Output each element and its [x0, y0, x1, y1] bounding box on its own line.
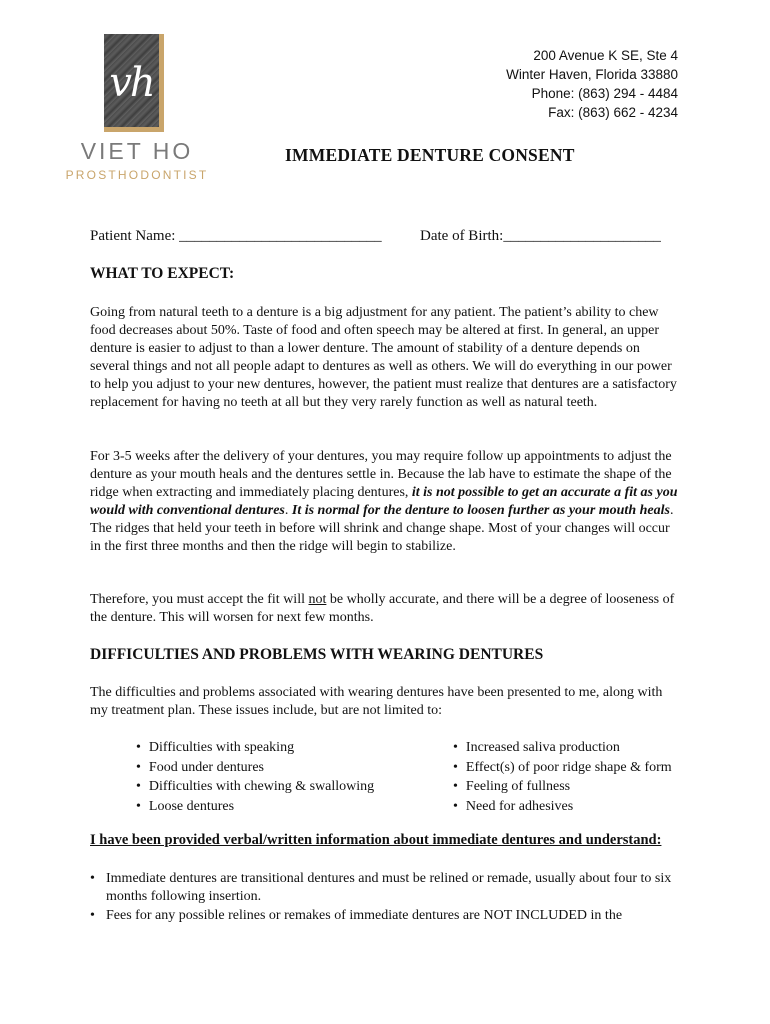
address-line-2: Winter Haven, Florida 33880 [506, 67, 678, 82]
list-item: • Food under dentures [136, 758, 374, 778]
list-item: • Immediate dentures are transitional dentures and must be relined or remade, usually about four to six months following insertion. [90, 870, 680, 906]
difficulties-list-right [453, 738, 672, 816]
p3-text-a: Therefore, you must accept the fit will [90, 592, 309, 607]
address-line-1: 200 Avenue K SE, Ste 4 [533, 48, 678, 63]
logo-monogram: vh [109, 60, 154, 106]
list-item: • Difficulties with speaking [136, 738, 374, 758]
p2-text-c: . The ridges that held your teeth in before will shrink and change shape. Most of your changes will occur in the first three months and then the ridge will begin to stabilize. [90, 503, 674, 554]
address-phone: Phone: (863) 294 - 4484 [531, 86, 678, 101]
document-title: IMMEDIATE DENTURE CONSENT [285, 145, 575, 165]
expect-paragraph-2 [90, 448, 680, 556]
list-item: • Feeling of fullness [453, 777, 672, 797]
p2-text-a: For 3-5 weeks after the delivery of your dentures, you may require follow up appointments to adjust the denture as your mouth heals and the dentures settle in. Because the lab have to estimate the shape of the ridge when extracting and immediately placing dentures, [90, 449, 672, 500]
patient-name-field[interactable]: Patient Name: ___________________________ [90, 228, 382, 244]
difficulties-intro: The difficulties and problems associated with wearing dentures have been presented to me, along with my treatment plan. These issues include, but are not limited to: [90, 685, 663, 718]
p3-text-b: be wholly accurate, and there will be a degree of looseness of the denture. This will worsen for next few months. [90, 592, 675, 625]
list-item: • Increased saliva production [453, 738, 672, 758]
list-item: • Fees for any possible relines or remakes of immediate dentures are NOT INCLUDED in the [90, 907, 680, 925]
date-of-birth-field[interactable]: Date of Birth:_____________________ [420, 228, 661, 244]
practice-logo [62, 28, 212, 198]
expect-paragraph-3 [90, 591, 680, 627]
understand-heading: I have been provided verbal/written information about immediate dentures and understand: [90, 832, 662, 848]
what-to-expect-heading: WHAT TO EXPECT: [90, 265, 235, 282]
list-item: • Difficulties with chewing & swallowing [136, 777, 374, 797]
list-item: • Loose dentures [136, 797, 374, 817]
logo-name: VIET HO [80, 138, 194, 164]
patient-info-line [90, 228, 690, 245]
practice-address [506, 46, 678, 122]
list-item: • Effect(s) of poor ridge shape & form [453, 758, 672, 778]
understand-list [90, 870, 680, 926]
p2-emphasis-b: It is normal for the denture to loosen further as your mouth heals [291, 503, 670, 518]
expect-paragraph-1: Going from natural teeth to a denture is a big adjustment for any patient. The patient’s ability to chew food decreases about 50%. Taste of food and often speech may be altered at first. In general, an upper denture is easier to adjust to than a lower denture. The amount of stability of a denture depends on several things and not all people adapt to dentures as well as others. We will do everything in our power to help you adjust to your new dentures, however, the patient must realize that dentures are a satisfactory replacement for having no teeth at all but they very rarely function as well as natural teeth. [90, 305, 677, 410]
logo-subtitle: PROSTHODONTIST [65, 168, 209, 182]
address-fax: Fax: (863) 662 - 4234 [548, 105, 678, 120]
p2-emphasis-a: it is not possible to get an accurate a fit as you would with conventional dentures [90, 485, 678, 518]
logo-mark [104, 34, 164, 132]
p2-text-b: . [284, 503, 292, 518]
p3-underlined-not: not [308, 592, 327, 607]
list-item: • Need for adhesives [453, 797, 672, 817]
difficulties-list-left [136, 738, 374, 816]
difficulties-heading: DIFFICULTIES AND PROBLEMS WITH WEARING DENTURES [90, 646, 544, 663]
